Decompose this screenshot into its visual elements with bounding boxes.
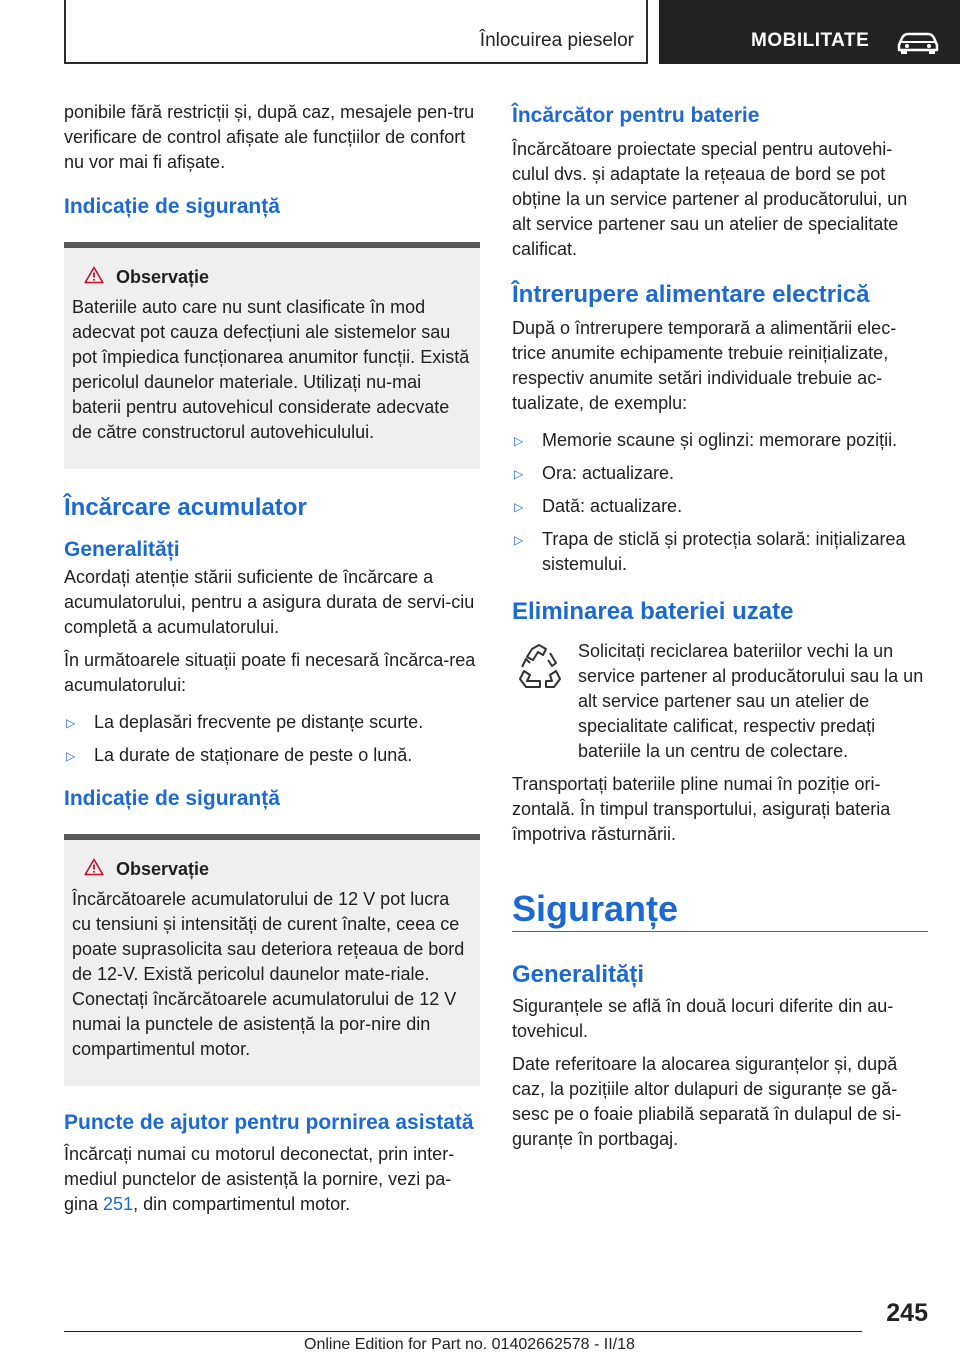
general-heading: Generalități — [64, 538, 180, 561]
general-paragraph-2: În următoarele situații poate fi necesară încărca-rea acumulatorului: — [64, 650, 476, 695]
fuses-paragraph-1: Siguranțele se află în două locuri diferite din au-tovehicul. — [512, 996, 894, 1041]
header-chapter-box — [659, 0, 960, 64]
header-section-title: Înlocuirea pieselor — [479, 30, 634, 51]
general-paragraph-1: Acordați atenție stării suficiente de încărcare a acumulatorului, pentru a asigura durata de servi-ciu completă a acumulatorului. — [64, 567, 475, 637]
note-text: Bateriile auto care nu sunt clasificate în mod adecvat pot cauza defecțiuni ale sistemelor sau pot împiedica funcționarea anumitor funcții. Există pericolul daunelor materiale. Utilizați nu-mai baterii pentru autovehicul considerate adecvate de către constructorul autovehiculului. — [72, 297, 470, 442]
list-item: ▷ Trapa de sticlă și protecția solară: inițializarea sistemului. — [514, 529, 906, 574]
bullet-list-right — [512, 428, 928, 577]
warning-icon — [84, 858, 104, 881]
disposal-block — [512, 639, 928, 764]
warning-icon — [84, 266, 104, 289]
triangle-bullet-icon: ▷ — [514, 467, 524, 481]
charging-heading: Încărcare acumulator — [64, 494, 307, 521]
note-header — [72, 858, 472, 881]
fuses-paragraph-2: Date referitoare la alocarea siguranțelor și, după caz, la pozițiile altor dulapuri de siguranțe se gă-sesc pe o foaie pliabilă separată în dulapul de si-guranțe în portbagaj. — [512, 1054, 902, 1149]
disposal-heading: Eliminarea bateriei uzate — [512, 598, 794, 625]
triangle-bullet-icon: ▷ — [66, 749, 76, 763]
charger-paragraph: Încărcătoare proiectate special pentru autovehi-culul dvs. și adaptate la rețeaua de bord se pot obține la un service partener al producătorului, un alt service partener sau un atelier de specialitate calificat. — [512, 139, 908, 259]
intro-paragraph: ponibile fără restricții și, după caz, mesajele pen-tru verificare de control afișate ale funcțiilor de confort nu vor mai fi afișate. — [64, 102, 475, 172]
footer-edition: Online Edition for Part no. 01402662578 - II/18 — [304, 1336, 635, 1353]
note-title: Observație — [116, 267, 210, 287]
footer-divider — [64, 1331, 862, 1332]
right-column — [512, 100, 928, 1160]
triangle-bullet-icon: ▷ — [514, 533, 524, 547]
header-section-box — [64, 0, 648, 64]
note-text: Încărcătoarele acumulatorului de 12 V pot lucra cu tensiuni și intensități de curent înalte, ceea ce poate suprasolicita sau deteriora rețeaua de bord de 12-V. Există pericolul daunelor mate-riale. Conectați încărcătoarele acumulatorului de 12 V numai la punctele de asistență la por-nire din compartimentul motor. — [72, 889, 465, 1059]
triangle-bullet-icon: ▷ — [514, 434, 524, 448]
page-link[interactable]: 251 — [103, 1194, 134, 1214]
list-item: ▷ Dată: actualizare. — [512, 494, 928, 519]
fuses-title-block — [512, 887, 928, 932]
fuses-heading: Siguranțe — [512, 888, 679, 929]
list-item: ▷ La deplasări frecvente pe distanțe scurte. — [64, 710, 480, 735]
warning-note-1 — [64, 242, 480, 469]
list-item: ▷ Ora: actualizare. — [512, 461, 928, 486]
jump-start-paragraph: Încărcați numai cu motorul deconectat, prin inter-mediul punctelor de asistență la pornire, vezi pa-gina 251, din compartimentul motor. — [64, 1144, 455, 1214]
recycle-icon — [512, 641, 566, 700]
note-header — [72, 266, 472, 289]
list-item: ▷ La durate de staționare de peste o lună. — [64, 743, 480, 768]
power-interruption-paragraph: După o întrerupere temporară a alimentării elec-trice anumite echipamente trebuie reinițializate, respectiv anumite setări individuale trebuie ac-tualizate, de exemplu: — [512, 318, 897, 413]
safety-heading-2: Indicație de siguranță — [64, 787, 280, 810]
left-column — [64, 100, 480, 1225]
safety-heading-1: Indicație de siguranță — [64, 195, 280, 218]
fuses-general-heading: Generalități — [512, 961, 645, 988]
jump-start-heading: Puncte de ajutor pentru pornirea asistată — [64, 1111, 474, 1134]
triangle-bullet-icon: ▷ — [66, 716, 76, 730]
car-icon — [895, 30, 941, 59]
note-title: Observație — [116, 859, 210, 879]
disposal-paragraph-2: Transportați bateriile pline numai în poziție ori-zontală. În timpul transportului, asigurați bateria împotriva răsturnării. — [512, 774, 891, 844]
list-item: ▷ Memorie scaune și oglinzi: memorare poziții. — [512, 428, 928, 453]
triangle-bullet-icon: ▷ — [514, 500, 524, 514]
power-interruption-heading: Întrerupere alimentare electrică — [512, 281, 870, 308]
bullet-list-left — [64, 710, 480, 768]
page-number: 245 — [886, 1299, 928, 1327]
warning-note-2 — [64, 834, 480, 1086]
header-chapter-title: MOBILITATE — [751, 30, 870, 51]
charger-heading: Încărcător pentru baterie — [512, 104, 760, 127]
disposal-paragraph-1: Solicitați reciclarea bateriilor vechi la un service partener al producătorului sau la un alt service partener sau un atelier de specialitate calificat, respectiv predați bateriile la un centru de colectare. — [578, 641, 924, 761]
